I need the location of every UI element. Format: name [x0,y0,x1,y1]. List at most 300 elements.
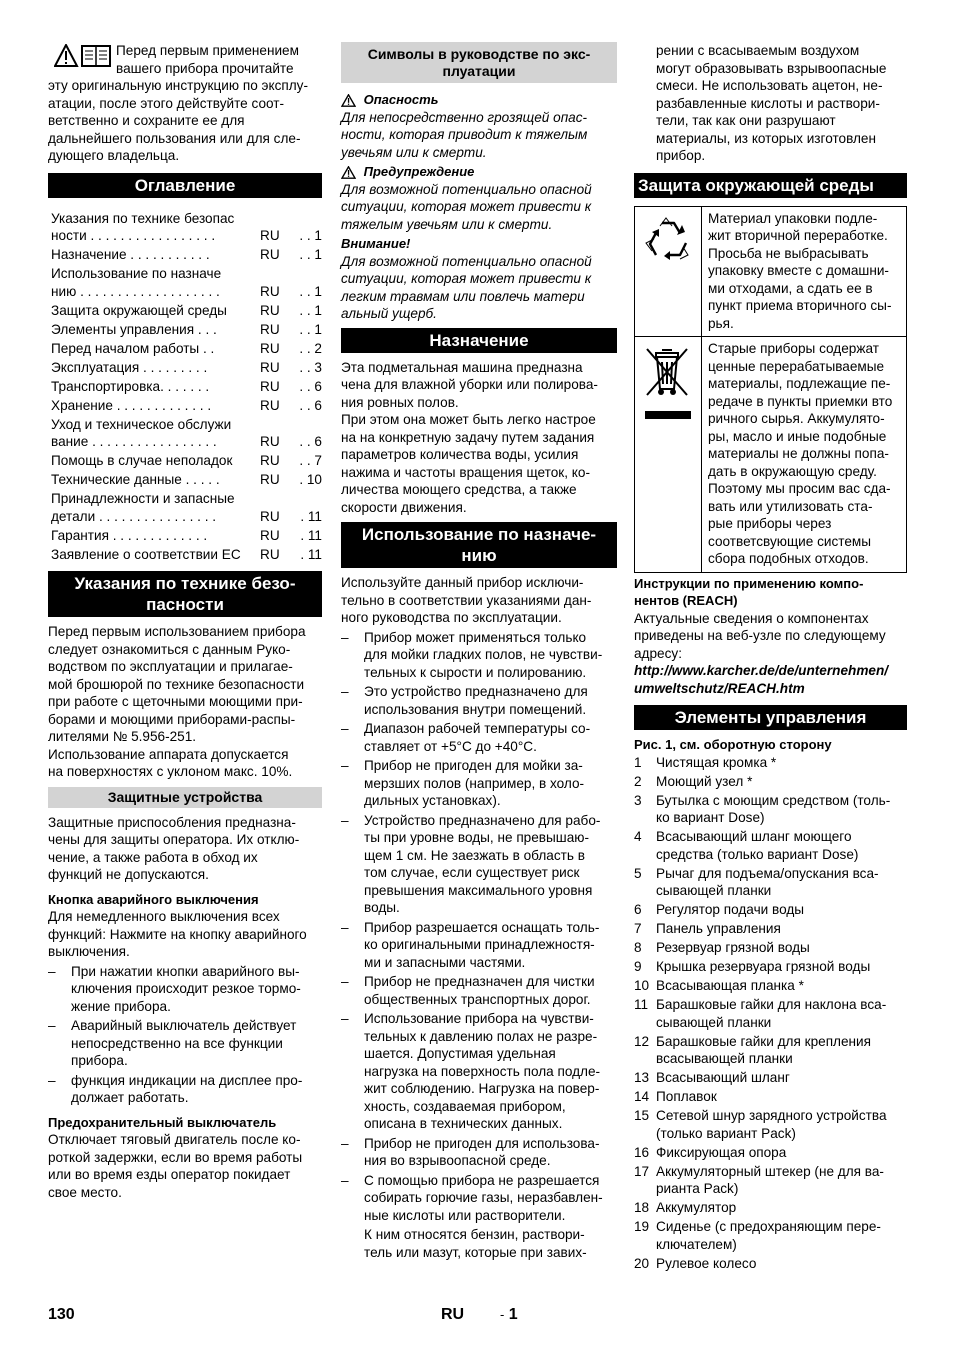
list-item [341,1172,617,1225]
control-item-text [656,865,907,900]
toc-entry-page: . 10 [299,472,322,487]
text-line: ситуации, которая может привести к [341,271,592,286]
toc-entry-title [51,210,260,245]
intro-line: ветственно и сохраните ее для [48,113,245,128]
intro-line: эту оригинальную инструкцию по эксплу- [48,78,308,93]
toc-entry-title-line: Элементы управления . . . [51,321,217,337]
control-item-line: Барашковые гайки для наклона вса- [656,997,887,1012]
toc-entry-page: . . 2 [299,340,322,356]
list-item-line: При нажатии кнопки аварийного вы- [71,963,300,979]
warning-label-row [341,163,617,181]
toc-entry-title-line: Гарантия . . . . . . . . . . . . . [51,527,208,543]
env-heading: Защита окружающей среды [634,173,907,198]
toc-entry-title [51,265,260,300]
list-item-line: ния во взрывоопасной среде. [364,1153,551,1168]
env-text-line: рья. [708,315,734,331]
control-item [634,977,907,995]
env-text-line: ры, масло и иные подобные [708,428,887,444]
estop-heading: Кнопка аварийного выключения [48,891,259,907]
env-text-line: Старые приборы содержат [708,341,879,356]
toc-entry-lang: RU [260,527,280,543]
list-item [341,757,617,810]
control-item-text [656,1107,907,1142]
toc-entry-title [51,490,260,525]
control-item [634,958,907,976]
toc-entry-page: . . 6 [299,397,322,413]
text-line: Для немедленного выключения всех [48,909,280,924]
toc-entry-title [51,416,260,451]
env-text-line: ми отходами, а сдать ее в [708,280,873,296]
control-item-number: 14 [634,1089,650,1104]
intro-line: дальнейшего пользования или для сле- [48,130,301,146]
toc-entry-lang: RU [260,302,280,318]
list-item-line: Устройство предназначено для рабо- [364,812,601,828]
toc-entry-page: . . 7 [299,453,322,468]
control-item-line: (только вариант Pack) [656,1125,796,1141]
list-item-text [364,1010,617,1133]
protect-text [48,814,322,884]
control-item-line: Всасывающая планка * [656,978,804,993]
text-line: функций не допускаются. [48,867,209,882]
list-item-text [71,1072,322,1107]
list-item [48,1017,322,1070]
list-item-line: жит соблюдению. Нагрузка на повер- [364,1081,600,1096]
text-line: при работе с щеточными моющими при- [48,694,303,709]
toc-entry-page: . . 1 [299,302,322,318]
toc-entry-title-line: Помощь в случае неполадок [51,453,233,468]
list-item [341,720,617,755]
text-line: разбавленные кислоты и раствори- [656,95,880,111]
list-dash: – [341,974,349,989]
text-line: ния ровных полов. [341,394,459,410]
toc-entry-title [51,246,260,264]
list-item-text [71,1017,322,1070]
list-item-text [364,1172,617,1225]
control-item-text [656,754,907,772]
text-line: или во время езды оператор покидает [48,1167,291,1182]
reach-heading [634,575,907,610]
control-item [634,1033,907,1068]
estop-text [48,908,322,961]
control-item [634,1163,907,1198]
text-line: тельно в соответствии указаниями дан- [341,592,592,608]
list-item-line: непосредственно на все функции [71,1035,283,1051]
reach-url-line[interactable]: umweltschutz/REACH.htm [634,680,805,696]
toc-entry-page: . . 1 [299,283,322,299]
text-line: Используйте данный прибор исключи- [341,575,584,590]
env-text-line: материалы, подлежащие пе- [708,376,891,391]
caution-text [341,253,617,323]
list-item-line: описана в технических данных. [364,1116,563,1131]
caution-label: Внимание! [341,236,411,251]
control-item-line: Поплавок [656,1089,717,1104]
toc-entry [51,359,322,377]
safety-switch-heading: Предохранительный выключатель [48,1114,277,1130]
control-item [634,792,907,827]
list-item-text [364,919,617,972]
control-item-number: 7 [634,921,642,936]
control-item-line: Сетевой шнур зарядного устройства [656,1108,887,1123]
list-item-line: тельных к сырости и полированию. [364,664,587,680]
use-tail [341,1226,617,1261]
list-item-line: ми и запасными частями. [364,954,526,970]
control-item-line: Барашковые гайки для крепления [656,1033,872,1049]
list-item-text [364,973,617,1008]
list-item-line: общественных транспортных дорог. [364,991,591,1007]
toc-entry-page: . . 3 [299,359,322,375]
control-item [634,901,907,919]
list-item [341,629,617,682]
control-item [634,1218,907,1253]
symbols-heading-line: Символы в руководстве по экс- [367,46,591,62]
footer-dash: - [500,1307,505,1322]
list-dash: – [48,1018,56,1033]
control-item-text [656,996,907,1031]
list-item-line: для мойки гладких полов, не чувстви- [364,647,603,662]
text-line: нажима и частоты вращения щеток, ко- [341,464,590,480]
control-item-line: Моющий узел * [656,773,753,789]
text-line: ситуации, которая может привести к [341,199,592,214]
control-item-number: 19 [634,1219,650,1234]
list-dash: – [341,919,349,935]
text-line: свое место. [48,1184,122,1200]
list-item-line: Прибор не пригоден для мойки за- [364,758,583,773]
control-item-number: 20 [634,1255,650,1271]
use-heading [341,522,617,568]
control-item-number: 3 [634,792,642,808]
text-line: Эта подметальная машина предназна [341,359,583,375]
text-line: водством по эксплуатации и прилагае- [48,659,293,674]
control-item-number: 11 [634,997,649,1012]
text-line: чены для защиты оператора. Их отклю- [48,832,300,847]
list-item-line: ты при уровне воды, не превышаю- [364,830,589,845]
toc-entry-title [51,527,260,545]
list-item-line: использования внутри помещений. [364,701,587,717]
control-item-text [656,920,907,938]
toc-entry-title-line: Защита окружающей среды [51,302,227,318]
list-item-line: тельных к давлению полах не разре- [364,1028,598,1044]
control-item-number: 10 [634,978,650,993]
control-item [634,773,907,791]
controls-heading: Элементы управления [634,705,907,730]
control-item-line: Панель управления [656,921,781,936]
toc-entry-lang: RU [260,434,280,449]
list-item-line: Прибор разрешается оснащать толь- [364,919,600,935]
column-1 [48,42,322,1201]
control-item-text [656,773,907,791]
text-line: увечьям или к смерти. [341,144,487,160]
control-item-number: 6 [634,902,642,917]
list-item-line: Аварийный выключатель действует [71,1018,297,1033]
toc-entry-title-line: нию . . . . . . . . . . . . . . . . . . . [51,283,220,299]
list-item-line: Это устройство предназначено для [364,684,588,699]
text-line: на поверхностях с уклоном макс. 10%. [48,764,293,779]
toc-entry-title-line: Назначение . . . . . . . . . . . [51,247,210,262]
intro-block [48,42,322,165]
text-line: ности, которая приводит к тяжелым [341,127,588,142]
text-line: материалы, из которых изготовлен [656,130,877,146]
text-line: Для непосредственно грозящей опас- [341,109,588,125]
control-item-line: Всасывающий шланг [656,1070,790,1085]
text-line: чение, а также работа в обход их [48,849,258,865]
list-item-line: шается. Допустимая удельная [364,1046,556,1061]
text-line: Использование аппарата допускается [48,746,289,762]
toc-entry [51,527,322,545]
control-item-text [656,792,907,827]
toc-entry [51,210,322,245]
toc-entry-title-line: ности . . . . . . . . . . . . . . . . . [51,228,216,243]
list-item-line: превышения максимального уровня [364,882,593,898]
text-line: Актуальные сведения о компонентах [634,610,869,626]
reach-url-line[interactable]: http://www.karcher.de/de/unternehmen/ [634,663,889,678]
control-item-line: Аккумуляторный штекер (не для ва- [656,1163,884,1179]
toc-entry-title-line: Использование по назначе [51,266,222,281]
control-item-text [656,1088,907,1106]
env-text-line: рые приборы через [708,516,832,531]
list-item [48,1072,322,1107]
list-item-text [71,963,322,1016]
toc-entry-page: . . 1 [299,228,322,243]
list-dash: – [341,684,349,699]
warning-triangle-icon [54,44,112,68]
control-item-line: средства (только вариант Dose) [656,846,859,862]
control-item [634,865,907,900]
env-row-old-devices [635,336,906,572]
control-item-line: Рулевое колесо [656,1255,757,1271]
control-item-text [656,977,907,995]
control-item-number: 16 [634,1144,650,1160]
toc-entry [51,302,322,320]
use-heading-line: Использование по назначе- [361,525,597,544]
list-item [341,919,617,972]
use-list [341,629,617,1225]
control-item-text [656,958,907,976]
danger-text [341,109,617,162]
table-of-contents [51,210,322,564]
toc-entry-title [51,340,260,358]
toc-entry-lang: RU [260,247,280,262]
continued-text [634,42,907,165]
list-item [341,1010,617,1133]
control-item-text [656,1144,907,1162]
env-text-line: ценные перерабатываемые [708,358,885,374]
column-3 [634,42,907,1274]
control-item [634,939,907,957]
toc-entry-lang: RU [260,228,280,243]
control-item-number: 13 [634,1070,650,1085]
toc-entry [51,416,322,451]
purpose-heading: Назначение [341,328,617,353]
env-text-line: дать в окружающую среду. [708,463,877,479]
toc-entry-title-line: Технические данные . . . . . [51,472,220,487]
text-line: функций: Нажмите на кнопку аварийного [48,926,307,942]
env-row-packaging [635,207,906,337]
env-text-line: Просьба не выбрасывать [708,245,869,261]
control-item [634,996,907,1031]
fig-label: Рис. 1, см. оборотную сторону [634,737,832,752]
list-item-line: ставляет от +5°C до +40°C. [364,738,537,754]
text-line: рении с всасываемым воздухом [656,43,860,58]
list-item [48,963,322,1016]
text-line: на на конкретную задачу путем задания [341,429,595,445]
toc-entry-lang: RU [260,359,280,375]
list-item-text [364,683,617,718]
text-line: адресу: [634,645,682,661]
list-item-line: Прибор не пригоден для использова- [364,1135,600,1151]
env-text-old-devices [702,337,906,572]
column-2 [341,42,617,1261]
toc-entry-title-line: Уход и техническое обслужи [51,416,232,432]
list-item-text [364,720,617,755]
list-dash: – [341,758,349,773]
text-line: могут образовывать взрывоопасные [656,60,887,76]
text-line: приведены на веб-узле по следующему [634,628,886,643]
toc-entry-title-line: Принадлежности и запасные [51,491,235,506]
control-item [634,828,907,863]
list-item-text [364,629,617,682]
text-line: При этом она может быть легко настрое [341,412,596,427]
control-item [634,1107,907,1142]
reach-heading-line: нентов (REACH) [634,593,738,608]
text-line: борами и моющими приборами-распы- [48,711,296,727]
toc-entry-page: . . 1 [299,321,322,337]
toc-entry [51,452,322,470]
list-item-line: прибора. [71,1053,128,1068]
toc-entry-title [51,397,260,415]
list-item [341,812,617,917]
env-text-line: Материал упаковки подле- [708,210,878,226]
control-item-number: 8 [634,940,642,955]
warning-triangle-icon [341,166,356,179]
symbols-heading-line: плуатации [442,63,516,79]
list-item-line: Диапазон рабочей температуры со- [364,721,591,736]
control-item-text [656,1255,907,1273]
text-line: альный ущерб. [341,306,437,321]
safety-heading-line: Указания по технике безо- [74,574,296,593]
control-item-line: Сиденье (с предохраняющим пере- [656,1219,881,1234]
toc-entry-title-line: вание . . . . . . . . . . . . . . . . . [51,434,217,449]
reach-url[interactable] [634,662,907,697]
control-item-line: всасывающей планки [656,1051,793,1066]
env-text-line: вать или утилизовать ста- [708,498,873,514]
toc-entry-title [51,321,260,339]
control-item-line: Чистящая кромка * [656,754,777,770]
toc-entry [51,546,322,564]
control-item [634,1088,907,1106]
text-line: Защитные приспособления предназна- [48,814,296,830]
env-text-line: упаковку вместе с домашни- [708,263,889,278]
control-item [634,1144,907,1162]
list-item-line: собирать горючие газы, неразбавлен- [364,1190,603,1205]
toc-entry-title-line: Эксплуатация . . . . . . . . . [51,359,208,375]
text-line: Перед первым использованием прибора [48,624,306,639]
control-item-line: Бутылка с моющим средством (толь- [656,792,891,808]
text-line: мой брошюрой по технике безопасности [48,676,305,692]
footer-section-page [500,1306,518,1324]
control-item-number: 15 [634,1108,650,1123]
toc-entry-title-line: детали . . . . . . . . . . . . . . . . [51,508,217,524]
text-line: лителями № 5.956-251. [48,729,197,744]
intro-line: Перед первым применением [116,43,299,58]
control-item-text [656,939,907,957]
toc-entry-title [51,378,260,396]
warning-label: Предупреждение [363,164,475,179]
list-item-line: Прибор не предназначен для чистки [364,974,595,989]
list-item-text [364,757,617,810]
control-item [634,1255,907,1273]
text-line: параметров количества воды, усилия [341,447,579,462]
list-dash: – [341,1135,349,1151]
toc-entry-title-line: Заявление о соответствии ЕС [51,546,241,562]
list-item [341,973,617,1008]
list-item-line: щем 1 см. Не заезжать в область в [364,847,585,863]
safety-switch-text [48,1131,322,1201]
toc-entry-title-line: Указания по технике безопас [51,210,235,226]
env-text-line: редаче в пункты приемки вто [708,393,893,409]
control-item-line: Всасывающий шланг моющего [656,829,852,844]
toc-entry-title [51,471,260,489]
toc-entry-title [51,452,260,470]
toc-entry-page: . . 1 [299,247,322,262]
env-text-line: пункт приема вторичного сы- [708,298,892,313]
intro-line: дующего владельца. [48,148,180,163]
env-table [634,206,907,573]
toc-entry-title [51,546,260,564]
crossed-bin-icon [643,345,693,419]
env-icon-cell [635,337,702,572]
text-line: тель или мазут, которые при завих- [364,1244,587,1260]
page-number: 130 [48,1306,75,1323]
toc-entry [51,397,322,415]
control-item [634,920,907,938]
control-item [634,1069,907,1087]
control-item-number: 18 [634,1200,650,1215]
protect-heading: Защитные устройства [48,787,322,808]
list-item-line: дильных установках). [364,793,501,808]
control-item-line: Аккумулятор [656,1200,737,1215]
text-line: К ним относятся бензин, раствори- [364,1227,585,1242]
toc-entry-lang: RU [260,378,280,394]
text-line: личества моющего средства, а также [341,482,577,497]
warning-text [341,181,617,234]
env-text-line: соответсвующие системы [708,533,872,549]
text-line: тели, так как они разрушают [656,113,836,128]
toc-entry-page: . . 6 [299,378,322,394]
toc-entry [51,246,322,264]
toc-entry-lang: RU [260,283,280,299]
list-item [341,1135,617,1170]
control-item-text [656,1218,907,1253]
text-line: ного руководства по эксплуатации. [341,610,562,625]
toc-entry [51,321,322,339]
list-dash: – [341,1172,349,1188]
control-item-text [656,828,907,863]
toc-entry-title-line: Хранение . . . . . . . . . . . . . [51,397,212,413]
list-item [341,683,617,718]
control-item-line: ко вариант Dose) [656,810,765,825]
control-item-line: Рычаг для подъема/опускания вса- [656,865,879,881]
toc-entry-page: . 11 [300,508,322,524]
control-item-number: 12 [634,1033,650,1049]
list-item-line: Использование прибора на чувстви- [364,1011,594,1026]
purpose-text [341,359,617,517]
control-item-number: 5 [634,865,642,881]
list-item-line: воды. [364,900,400,915]
control-item-number: 9 [634,959,642,974]
text-line: тяжелым увечьям или к смерти. [341,216,553,232]
env-text-line: жит вторичной переработке. [708,228,888,243]
toc-entry-title-line: Транспортировка. . . . . . . [51,378,210,394]
